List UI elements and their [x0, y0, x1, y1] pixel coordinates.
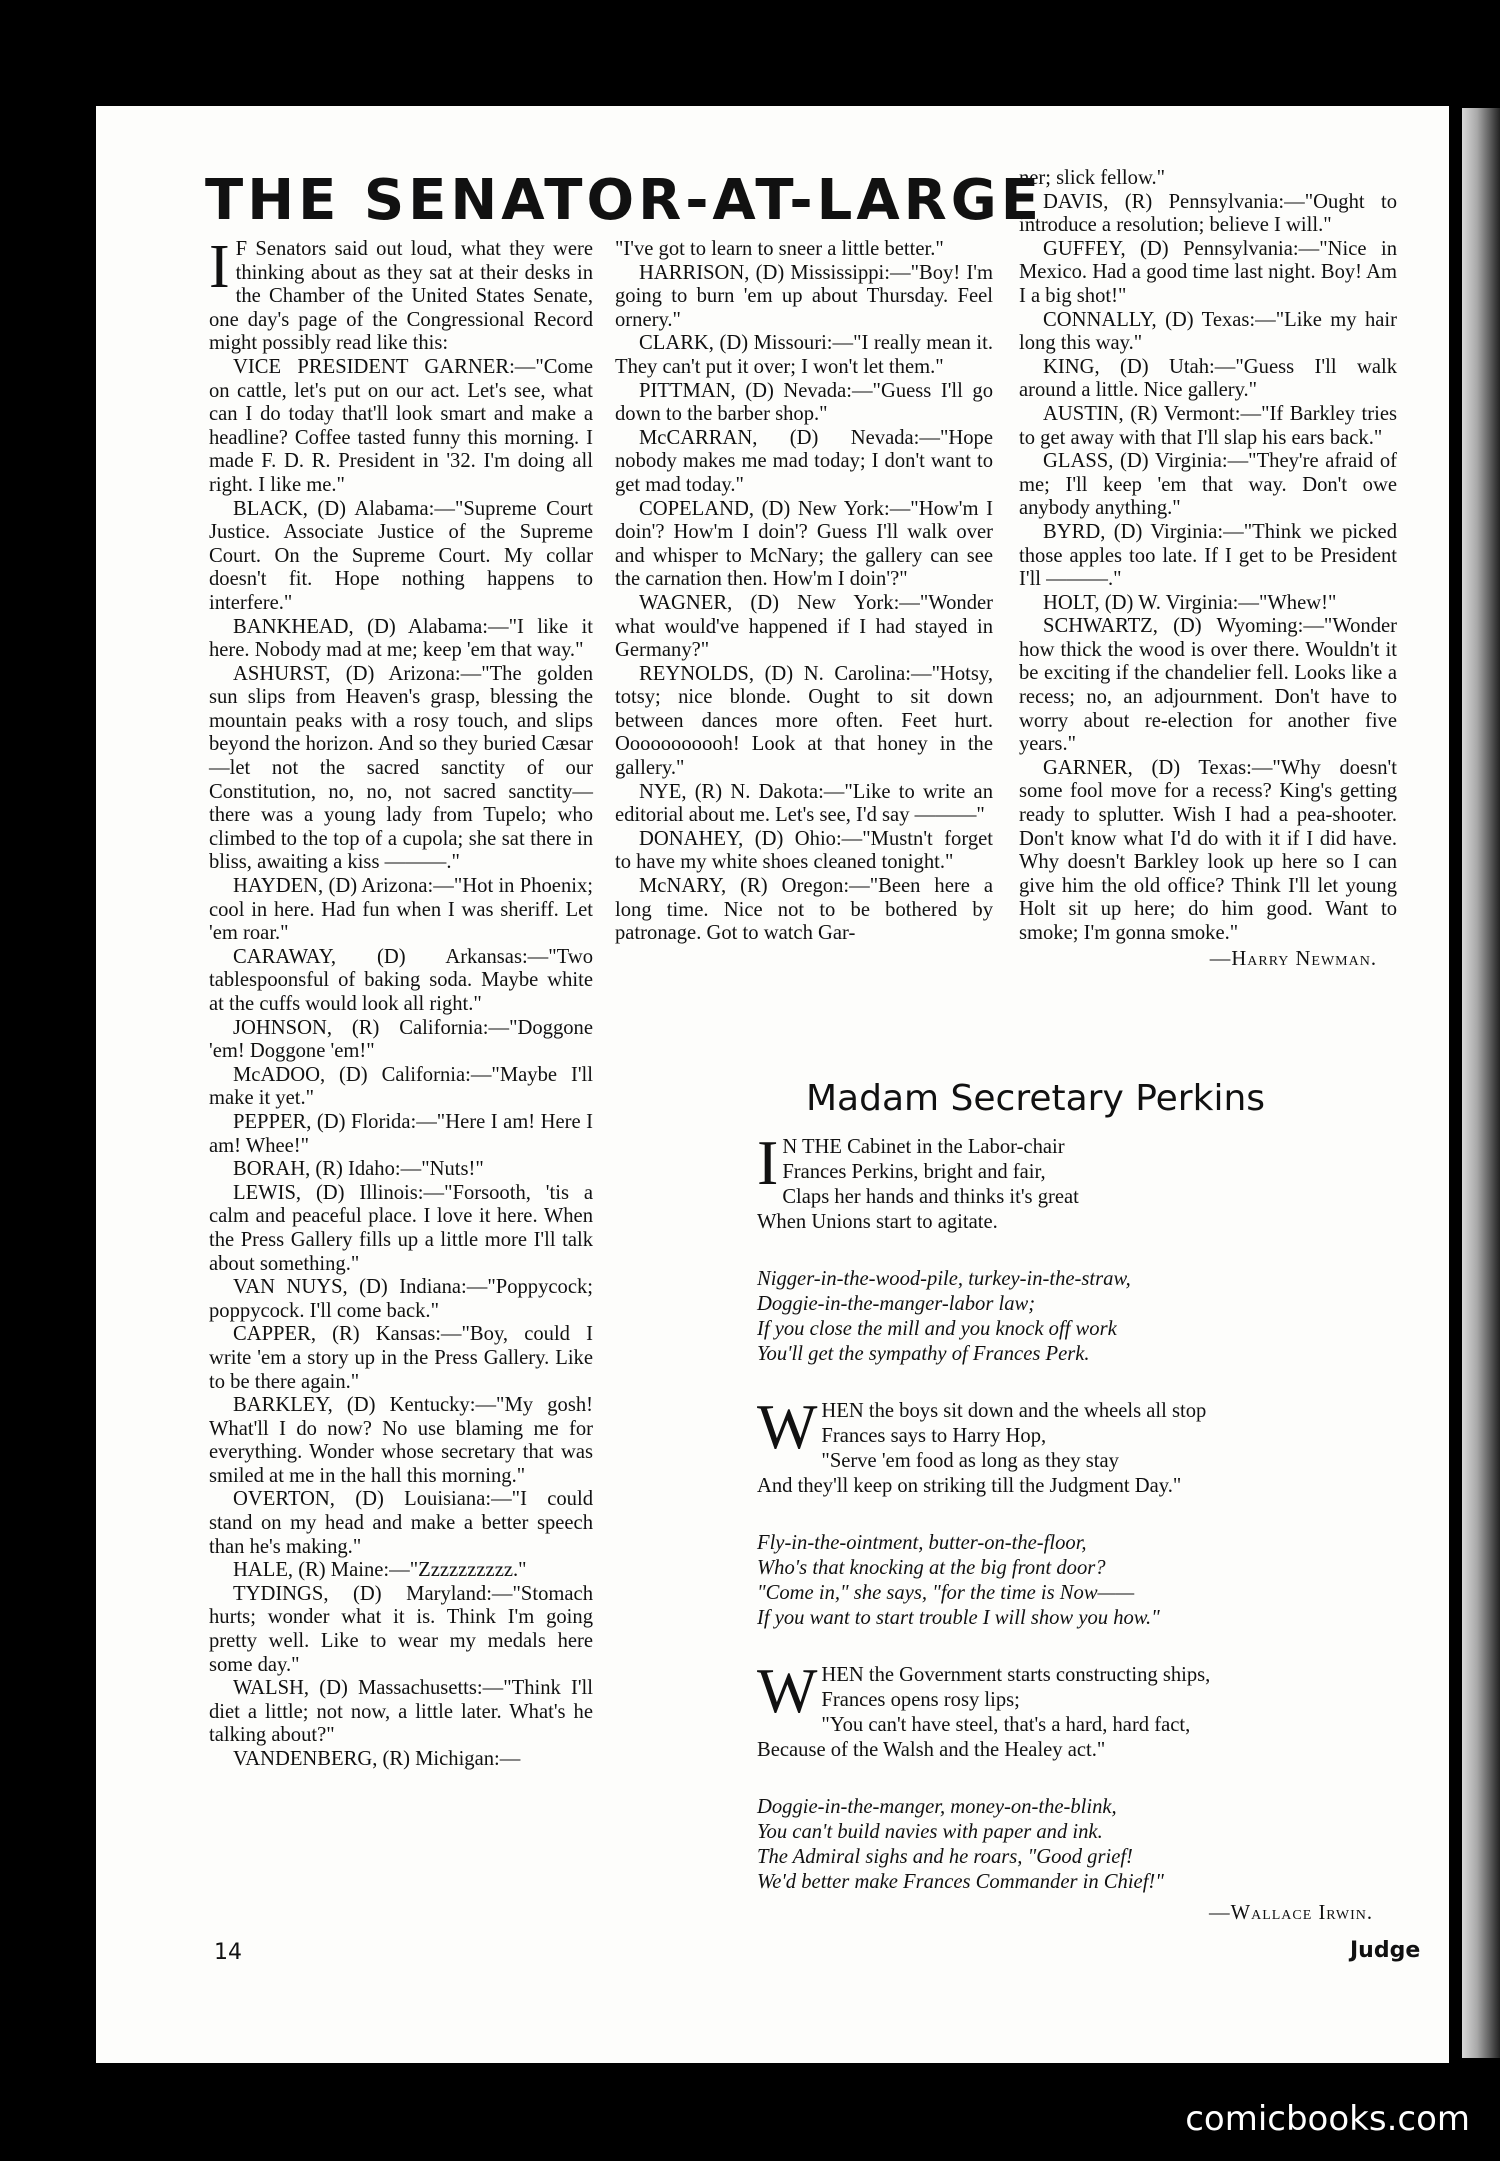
- senator-quote: REYNOLDS, (D) N. Carolina:—"Hotsy, totsy; nice blonde. Ought to sit down between dances more often. Feet hurt. Ooooooooooh! Look at that honey in the gallery.": [615, 662, 993, 780]
- senator-quote: COPELAND, (D) New York:—"How'm I doin'? How'm I doin'? Guess I'll walk over and whisper to McNary; the gallery can see the carnation then. How'm I doin'?": [615, 497, 993, 591]
- senator-quote: McNARY, (R) Oregon:—"Been here a long time. Nice not to be bothered by patronage. Got to watch Gar-: [615, 875, 993, 945]
- senator-quote: OVERTON, (D) Louisiana:—"I could stand on my head and make a better speech than he's making.": [209, 1488, 593, 1558]
- poem-line: Because of the Walsh and the Healey act.": [757, 1739, 1106, 1761]
- senator-quote: VANDENBERG, (R) Michigan:—: [233, 1748, 521, 1770]
- poem-title: Madam Secretary Perkins: [806, 1078, 1266, 1119]
- drop-cap: I: [757, 1127, 779, 1198]
- poem-line: When Unions start to agitate.: [757, 1211, 998, 1233]
- senator-quote: PITTMAN, (D) Nevada:—"Guess I'll go down to the barber shop.": [615, 379, 993, 426]
- poem-line: N THE Cabinet in the Labor-chair: [782, 1136, 1065, 1158]
- senator-quote: SCHWARTZ, (D) Wyoming:—"Wonder how thick the wood is over there. Wouldn't it be exciting if the chandelier fell. Looks like a recess; no, an adjournment. Don't have to worry about re-election for another five years.": [1019, 615, 1397, 756]
- article-title: THE SENATOR-AT-LARGE: [205, 168, 1043, 233]
- poem-line: Doggie-in-the-manger-labor law;: [757, 1293, 1036, 1315]
- senator-quote: ASHURST, (D) Arizona:—"The golden sun slips from Heaven's grasp, blessing the mountain peaks with a rosy touch, and slips beyond the horizon. And so they buried Cæsar—let not the sacred sanctity of our Constitution, no, no, not sacred sanctity—there was a young lady from Tupelo; who climbed to the top of a cupola; she sat there in bliss, awaiting a kiss ———.": [209, 662, 593, 874]
- senator-quote: BYRD, (D) Virginia:—"Think we picked those apples too late. If I get to be President I'll ———.": [1019, 520, 1397, 591]
- poem: [757, 1127, 1397, 1926]
- senator-quote: VAN NUYS, (D) Indiana:—"Poppycock; poppycock. I'll come back.": [209, 1276, 593, 1322]
- senator-quote: CLARK, (D) Missouri:—"I really mean it. They can't put it over; I won't let them.": [615, 332, 993, 378]
- poem-signature: —Wallace Irwin.: [1209, 1902, 1373, 1924]
- senator-quote: CARAWAY, (D) Arkansas:—"Two tablespoonsful of baking soda. Maybe white at the cuffs would look all right.": [209, 945, 593, 1015]
- stanza-3: [757, 1655, 1397, 1763]
- senator-quote: GARNER, (D) Texas:—"Why doesn't some fool move for a recess? King's getting ready to splutter. Wish I had a pea-shooter. Don't know what I'd do with it if I did have. Why doesn't Barkley look up here so I can give him the old office? Think I'll let young Holt sit up here; do him good. Want to smoke; I'm gonna smoke.": [1019, 756, 1397, 944]
- column-1: [209, 233, 593, 1772]
- senator-quote-continued: ner; slick fellow.": [1019, 167, 1166, 189]
- senator-quote: GUFFEY, (D) Pennsylvania:—"Nice in Mexico. Had a good time last night. Boy! Am I a big shot!": [1019, 237, 1397, 307]
- magazine-name: Judge: [1350, 1938, 1421, 1963]
- senator-quote: BARKLEY, (D) Kentucky:—"My gosh! What'll I do now? No use blaming me for everything. Wonder whose secretary that was smiled at me in the hall this morning.": [209, 1394, 593, 1487]
- senator-quote: HARRISON, (D) Mississippi:—"Boy! I'm going to burn 'em up about Thursday. Feel ornery.": [615, 261, 993, 331]
- stanza-1: [757, 1127, 1397, 1235]
- senator-quote: DONAHEY, (D) Ohio:—"Mustn't forget to have my white shoes cleaned tonight.": [615, 827, 993, 874]
- poem-line: Nigger-in-the-wood-pile, turkey-in-the-straw,: [757, 1268, 1131, 1290]
- senator-quote: HAYDEN, (D) Arizona:—"Hot in Phoenix; cool in here. Had fun when I was sheriff. Let 'em roar.": [209, 875, 593, 945]
- poem-line: Doggie-in-the-manger, money-on-the-blink,: [757, 1796, 1117, 1818]
- chorus-1: [757, 1267, 1397, 1367]
- column-3: [1019, 167, 1397, 971]
- stanza-2: [757, 1391, 1397, 1499]
- senator-quote: McADOO, (D) California:—"Maybe I'll make it yet.": [209, 1063, 593, 1110]
- poem-line: Frances opens rosy lips;: [821, 1689, 1020, 1711]
- senator-quote: CAPPER, (R) Kansas:—"Boy, could I write 'em a story up in the Press Gallery. Like to be there again.": [209, 1323, 593, 1393]
- drop-cap: W: [757, 1655, 818, 1726]
- intro-paragraph: [209, 233, 593, 356]
- senator-quote: WAGNER, (D) New York:—"Wonder what would've happened if I had stayed in Germany?": [615, 591, 993, 662]
- column-2: [615, 238, 993, 946]
- senator-quote: KING, (D) Utah:—"Guess I'll walk around a little. Nice gallery.": [1019, 355, 1397, 402]
- poem-line: And they'll keep on striking till the Judgment Day.": [757, 1475, 1182, 1497]
- poem-line: "Come in," she says, "for the time is Now——: [757, 1582, 1135, 1604]
- poem-line: Fly-in-the-ointment, butter-on-the-floor,: [757, 1532, 1087, 1554]
- senator-quote: TYDINGS, (D) Maryland:—"Stomach hurts; wonder what it is. Think I'm going pretty well. Like to wear my medals here some day.": [209, 1582, 593, 1676]
- senator-quote: VICE PRESIDENT GARNER:—"Come on cattle, let's put on our act. Let's see, what can I do today that'll look smart and make a headline? Coffee tasted funny this morning. I made F. D. R. President in '32. I'm doing all right. I like me.": [209, 355, 593, 496]
- senator-quote: "I've got to learn to sneer a little better.": [615, 238, 944, 260]
- page-number: 14: [214, 1940, 242, 1965]
- drop-cap: I: [209, 233, 230, 301]
- senator-quote: HOLT, (D) W. Virginia:—"Whew!": [1043, 591, 1337, 614]
- senator-quote: LEWIS, (D) Illinois:—"Forsooth, 'tis a calm and peaceful place. I love it here. When the Press Gallery fills up a little more I'll talk about something.": [209, 1181, 593, 1275]
- intro-text: F Senators said out loud, what they were thinking about as they sat at their desks in the Chamber of the United States Senate, one day's page of the Congressional Record might possibly read like this:: [209, 238, 593, 355]
- senator-quote: HALE, (R) Maine:—"Zzzzzzzzzz.": [233, 1559, 527, 1582]
- poem-line: "You can't have steel, that's a hard, hard fact,: [821, 1714, 1191, 1736]
- senator-quote: PEPPER, (D) Florida:—"Here I am! Here I am! Whee!": [209, 1110, 593, 1157]
- poem-line: The Admiral sighs and he roars, "Good grief!: [757, 1846, 1133, 1868]
- senator-quote: BORAH, (R) Idaho:—"Nuts!": [233, 1158, 484, 1181]
- senator-quote: DAVIS, (R) Pennsylvania:—"Ought to introduce a resolution; believe I will.": [1019, 190, 1397, 237]
- senator-quote: JOHNSON, (R) California:—"Doggone 'em! Doggone 'em!": [209, 1016, 593, 1063]
- poem-line: Frances says to Harry Hop,: [821, 1425, 1047, 1447]
- senator-quote: McCARRAN, (D) Nevada:—"Hope nobody makes me mad today; I don't want to get mad today.": [615, 426, 993, 496]
- author-signature: —Harry Newman.: [1209, 947, 1377, 970]
- poem-line: "Serve 'em food as long as they stay: [821, 1450, 1119, 1472]
- facing-page-edge: [1462, 108, 1500, 2058]
- poem-line: Who's that knocking at the big front door?: [757, 1557, 1106, 1579]
- poem-line: If you close the mill and you knock off work: [757, 1318, 1117, 1340]
- poem-line: You can't build navies with paper and ink.: [757, 1821, 1103, 1843]
- poem-line: Frances Perkins, bright and fair,: [782, 1161, 1046, 1183]
- senator-quote: BANKHEAD, (D) Alabama:—"I like it here. Nobody mad at me; keep 'em that way.": [209, 615, 593, 662]
- senator-quote: WALSH, (D) Massachusetts:—"Think I'll diet a little; not now, a little later. What's he talking about?": [209, 1677, 593, 1747]
- senator-quote: NYE, (R) N. Dakota:—"Like to write an editorial about me. Let's see, I'd say ———": [615, 780, 993, 827]
- poem-line: You'll get the sympathy of Frances Perk.: [757, 1343, 1090, 1365]
- chorus-2: [757, 1531, 1397, 1631]
- poem-line: We'd better make Frances Commander in Chief!": [757, 1871, 1164, 1893]
- senator-quote: GLASS, (D) Virginia:—"They're afraid of me; I'll keep 'em that way. Don't owe anybody anything.": [1019, 450, 1397, 520]
- senator-quote: AUSTIN, (R) Vermont:—"If Barkley tries to get away with that I'll slap his ears back.": [1019, 402, 1397, 449]
- watermark: comicbooks.com: [1185, 2099, 1470, 2139]
- senator-quote: CONNALLY, (D) Texas:—"Like my hair long this way.": [1019, 308, 1397, 355]
- poem-line: If you want to start trouble I will show you how.": [757, 1607, 1160, 1629]
- poem-line: Claps her hands and thinks it's great: [782, 1186, 1079, 1208]
- drop-cap: W: [757, 1391, 818, 1462]
- poem-line: HEN the boys sit down and the wheels all stop: [821, 1400, 1207, 1422]
- chorus-3: [757, 1795, 1397, 1895]
- poem-line: HEN the Government starts constructing ships,: [821, 1664, 1211, 1686]
- senator-quote: BLACK, (D) Alabama:—"Supreme Court Justice. Associate Justice of the Supreme Court. On the Supreme Court. My collar doesn't fit. Hope nothing happens to interfere.": [209, 497, 593, 614]
